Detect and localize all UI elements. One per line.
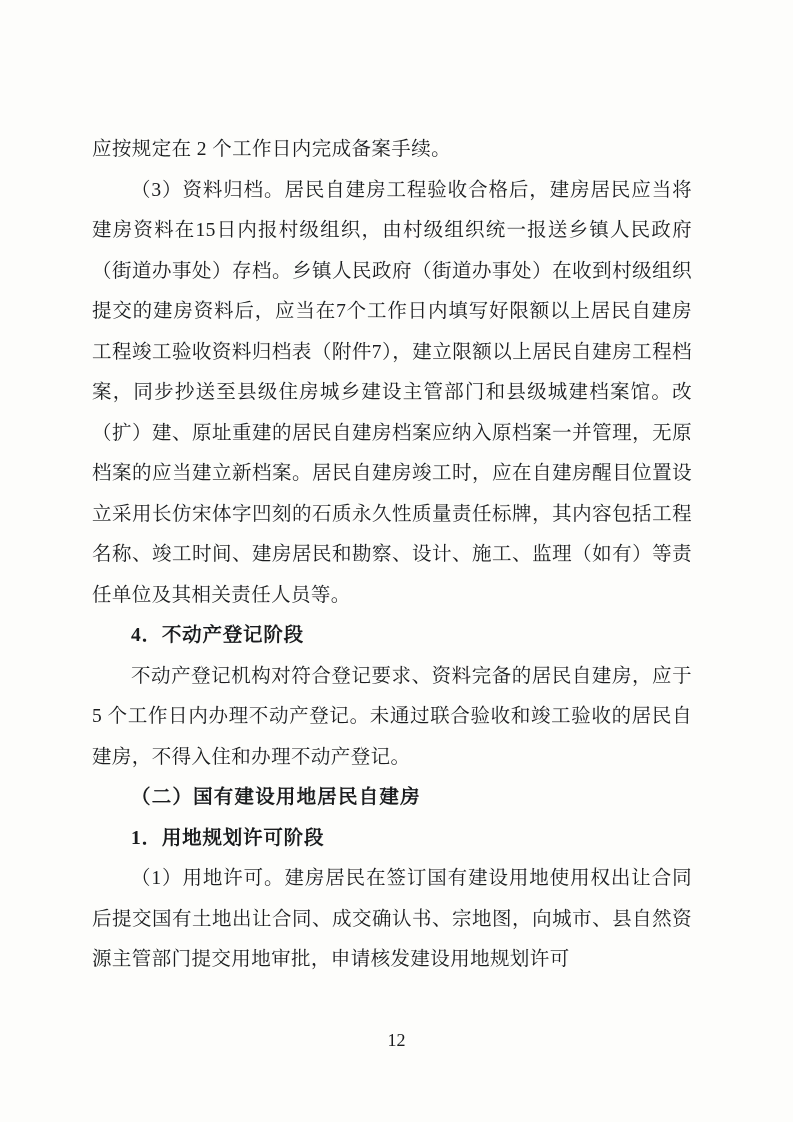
heading-land-planning-permit: 1．用地规划许可阶段 [131,827,325,849]
paragraph-archive-filing: （3）资料归档。居民自建房工程验收合格后，建房居民应当将建房资料在15日内报村级组织，由村级组织统一报送乡镇人民政府（街道办事处）存档。乡镇人民政府（街道办事处）在收到村级组织提交的建房资料后，应当在7个工作日内填写好限额以上居民自建房工程竣工验收资料归档表（附件7），建立限额以上居民自建房工程档案，同步抄送至县级住房城乡建设主管部门和县级城建档案馆。改（扩）建、原址重建的居民自建房档案应纳入原档案一并管理，无原档案的应当建立新档案。居民自建房竣工时，应在自建房醒目位置设立采用长仿宋体字凹刻的石质永久性质量责任标牌，其内容包括工程名称、竣工时间、建房居民和勘察、设计、施工、监理（如有）等责任单位及其相关责任人员等。 [92,179,692,606]
paragraph-land-permit-body: （1）用地许可。建房居民在签订国有建设用地使用权出让合同后提交国有土地出让合同、成交确认书、宗地图，向城市、县自然资源主管部门提交用地审批，申请核发建设用地规划许可 [92,868,692,970]
page-number: 12 [387,1030,406,1050]
heading-real-estate-registration: 4．不动产登记阶段 [131,625,304,646]
paragraph-registration-body: 不动产登记机构对符合登记要求、资料完备的居民自建房，应于 5 个工作日内办理不动产登记。未通过联合验收和竣工验收的居民自建房，不得入住和办理不动产登记。 [92,665,692,768]
heading-state-owned-land: （二）国有建设用地居民自建房 [131,787,421,808]
paragraph-record-filing-tail: 应按规定在 2 个工作日内完成备案手续。 [92,139,452,160]
document-body [92,130,692,981]
